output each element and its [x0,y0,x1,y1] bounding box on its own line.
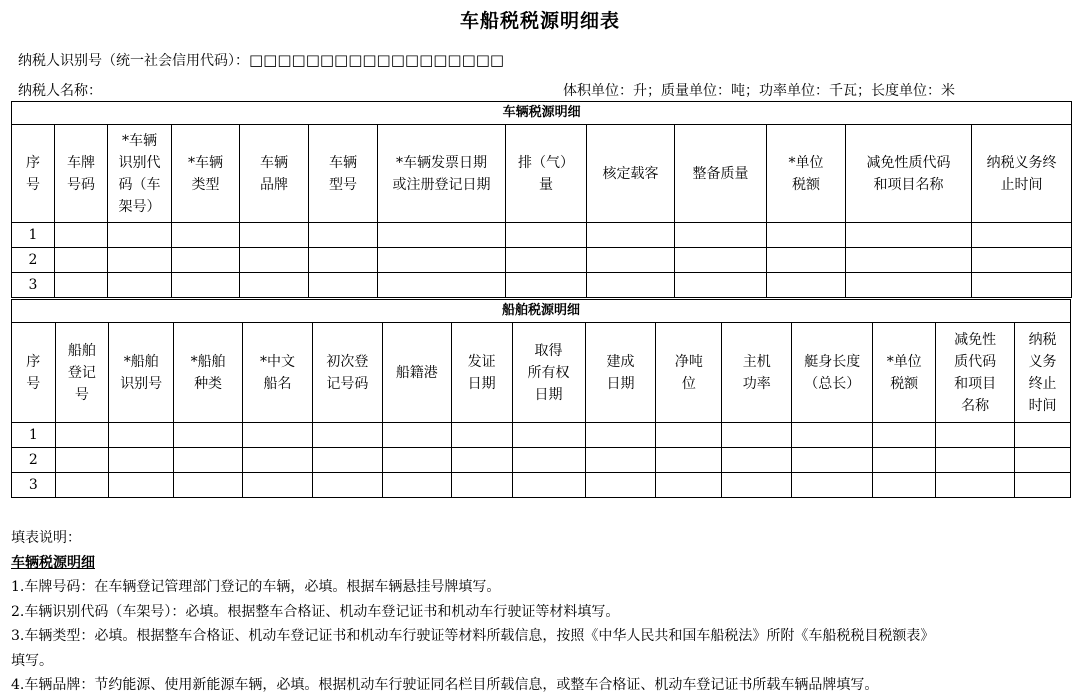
vehicle-data-cell[interactable] [972,273,1072,298]
vessel-header-label: *中文 船名 [259,353,295,392]
vessel-data-cell[interactable] [1015,423,1071,448]
instruction-item: 3.车辆类型：必填。根据整车合格证、机动车登记证书和机动车行驶证等材料所载信息，按照《中华人民共和国车船税法》所附《车船税税目税额表》 [11,628,935,644]
vessel-data-cell[interactable] [1015,473,1071,498]
vessel-data-cell[interactable] [382,423,451,448]
instructions-subheading: 车辆税源明细 [11,554,95,571]
vehicle-header-cell [55,125,108,223]
vessel-header-label: *船舶 识别号 [120,353,163,392]
vehicle-data-cell[interactable] [767,223,846,248]
vehicle-data-cell[interactable] [378,273,506,298]
vessel-data-cell[interactable] [722,473,792,498]
vehicle-header-label: *车辆发票日期 或注册登记日期 [392,154,491,193]
vessel-data-cell[interactable] [936,448,1015,473]
vehicle-header-cell [240,125,309,223]
vessel-header-cell [792,323,873,423]
vessel-data-cell[interactable] [873,448,936,473]
vehicle-header-cell [972,125,1072,223]
vehicle-header-label: *车辆 识别代 码（车 架号） [118,132,161,215]
vehicle-data-cell[interactable] [972,248,1072,273]
vessel-data-cell[interactable] [873,423,936,448]
vessel-header-label: 初次登 记号码 [326,353,369,392]
taxpayer-name-label: 纳税人名称： [18,83,102,99]
vessel-data-cell[interactable] [1015,448,1071,473]
vessel-header-label: 序 号 [26,353,41,392]
instruction-item: 4.车辆品牌：节约能源、使用新能源车辆，必填。根据机动车行驶证同名栏目所载信息，或整车合格证、机动车登记证书所载车辆品牌填写。 [11,677,879,693]
vessel-data-cell[interactable] [512,448,585,473]
vehicle-table-row [12,223,1072,248]
vessel-data-cell[interactable] [722,423,792,448]
vehicle-data-cell[interactable] [846,223,972,248]
vehicle-data-cell[interactable] [767,273,846,298]
vessel-row-number: 3 [12,473,56,498]
vehicle-table-row [12,273,1072,298]
vehicle-data-cell[interactable] [55,273,108,298]
vehicle-data-cell[interactable] [675,273,767,298]
vehicle-data-cell[interactable] [378,248,506,273]
vessel-header-cell [12,323,56,423]
vehicle-data-cell[interactable] [378,223,506,248]
instruction-item: 1.车牌号码：在车辆登记管理部门登记的车辆，必填。根据车辆悬挂号牌填写。 [11,579,501,595]
vessel-data-cell[interactable] [312,423,382,448]
vessel-data-cell[interactable] [243,448,313,473]
vessel-header-cell [873,323,936,423]
vessel-data-cell[interactable] [656,473,722,498]
vessel-row-number: 1 [12,423,56,448]
vehicle-header-cell [846,125,972,223]
vehicle-header-label: 序 号 [26,154,40,193]
vehicle-data-cell[interactable] [240,273,309,298]
taxpayer-id-label: 纳税人识别号（统一社会信用代码）： [18,53,249,69]
vessel-data-cell[interactable] [174,473,243,498]
vessel-data-cell[interactable] [243,473,313,498]
vessel-header-cell [656,323,722,423]
vessel-tax-table [11,299,1071,498]
vessel-data-cell[interactable] [312,473,382,498]
vessel-section-title: 船舶税源明细 [12,300,1071,323]
vessel-header-cell [109,323,174,423]
page-title: 车船税税源明细表 [459,10,620,32]
vehicle-row-number: 3 [12,273,55,298]
instruction-item: 填写。 [11,652,53,669]
vehicle-data-cell[interactable] [172,223,240,248]
vehicle-data-cell[interactable] [587,248,675,273]
vehicle-data-cell[interactable] [309,223,378,248]
vehicle-data-cell[interactable] [108,223,172,248]
vehicle-header-cell [378,125,506,223]
vehicle-data-cell[interactable] [172,248,240,273]
vessel-header-label: 船籍港 [395,364,438,381]
vessel-data-cell[interactable] [55,448,109,473]
vehicle-header-cell [12,125,55,223]
vessel-data-cell[interactable] [792,473,873,498]
vessel-header-label: 减免性 质代码 和项目 名称 [954,331,997,414]
vehicle-data-cell[interactable] [172,273,240,298]
instructions-heading: 填表说明： [11,530,81,546]
vessel-header-cell [382,323,451,423]
vessel-data-cell[interactable] [873,473,936,498]
vessel-header-label: 纳税 义务 终止 时间 [1028,331,1057,414]
vehicle-section-title: 车辆税源明细 [12,102,1072,125]
vehicle-data-cell[interactable] [506,273,587,298]
vehicle-header-label: 整备质量 [692,165,749,182]
vessel-data-cell[interactable] [722,448,792,473]
vessel-header-cell [55,323,109,423]
vessel-data-cell[interactable] [109,423,174,448]
vessel-header-label: *单位 税额 [886,353,922,392]
vehicle-header-label: 纳税义务终 止时间 [986,154,1057,193]
vessel-data-cell[interactable] [585,473,656,498]
vehicle-data-cell[interactable] [240,223,309,248]
vessel-header-label: *船舶 种类 [190,353,226,392]
vehicle-table-row [12,248,1072,273]
vehicle-header-cell [108,125,172,223]
vessel-header-label: 取得 所有权 日期 [527,342,570,403]
vessel-data-cell[interactable] [55,423,109,448]
vehicle-header-cell [506,125,587,223]
vessel-table-row [12,423,1071,448]
vessel-header-label: 艇身长度 （总长） [804,353,861,392]
vessel-data-cell[interactable] [936,423,1015,448]
vehicle-header-label: *单位 税额 [788,154,824,193]
vehicle-data-cell[interactable] [240,248,309,273]
vehicle-data-cell[interactable] [675,223,767,248]
vehicle-header-cell [172,125,240,223]
vessel-header-label: 净吨 位 [674,353,703,392]
vehicle-data-cell[interactable] [55,223,108,248]
vessel-data-cell[interactable] [792,448,873,473]
vessel-data-cell[interactable] [585,423,656,448]
vehicle-tax-table [11,101,1072,298]
vehicle-data-cell[interactable] [846,248,972,273]
instruction-item: 2.车辆识别代码（车架号）：必填。根据整车合格证、机动车登记证书和机动车行驶证等材料填写。 [11,603,620,620]
vehicle-header-label: 排（气） 量 [518,154,574,193]
vehicle-data-cell[interactable] [108,248,172,273]
vessel-header-cell [512,323,585,423]
vehicle-data-cell[interactable] [846,273,972,298]
vessel-header-label: 发证 日期 [467,353,496,392]
taxpayer-id-line [18,50,504,70]
vessel-header-cell [1015,323,1071,423]
vessel-header-label: 建成 日期 [606,353,635,392]
vessel-header-cell [585,323,656,423]
vehicle-data-cell[interactable] [108,273,172,298]
vessel-header-cell [312,323,382,423]
vessel-data-cell[interactable] [243,423,313,448]
vessel-data-cell[interactable] [451,448,512,473]
vessel-header-cell [722,323,792,423]
vehicle-header-label: 车牌 号码 [67,154,95,193]
vehicle-data-cell[interactable] [506,223,587,248]
vessel-data-cell[interactable] [109,473,174,498]
vessel-data-cell[interactable] [451,473,512,498]
vessel-data-cell[interactable] [792,423,873,448]
vehicle-data-cell[interactable] [767,248,846,273]
vessel-header-cell [936,323,1015,423]
vehicle-data-cell[interactable] [55,248,108,273]
vehicle-header-cell [767,125,846,223]
vehicle-header-label: 核定载客 [602,165,659,182]
vessel-data-cell[interactable] [174,448,243,473]
vehicle-row-number: 2 [12,248,55,273]
vehicle-header-cell [309,125,378,223]
vessel-header-label: 主机 功率 [742,353,771,392]
vessel-data-cell[interactable] [512,473,585,498]
vessel-data-cell[interactable] [55,473,109,498]
vehicle-header-cell [587,125,675,223]
vessel-data-cell[interactable] [585,448,656,473]
vessel-header-label: 船舶 登记 号 [67,342,96,403]
vehicle-header-label: *车辆 类型 [188,154,223,193]
vessel-data-cell[interactable] [382,448,451,473]
vessel-table-row [12,473,1071,498]
vehicle-data-cell[interactable] [675,248,767,273]
vessel-data-cell[interactable] [512,423,585,448]
vessel-data-cell[interactable] [936,473,1015,498]
vehicle-data-cell[interactable] [587,273,675,298]
vessel-table-row [12,448,1071,473]
vessel-header-cell [243,323,313,423]
vehicle-header-label: 车辆 品牌 [260,154,288,193]
vehicle-header-label: 车辆 型号 [329,154,357,193]
vessel-data-cell[interactable] [174,423,243,448]
vessel-data-cell[interactable] [382,473,451,498]
vehicle-header-label: 减免性质代码 和项目名称 [866,154,951,193]
vessel-data-cell[interactable] [656,423,722,448]
vessel-data-cell[interactable] [109,448,174,473]
vehicle-row-number: 1 [12,223,55,248]
vehicle-data-cell[interactable] [309,273,378,298]
vehicle-data-cell[interactable] [309,248,378,273]
vessel-header-cell [174,323,243,423]
vessel-data-cell[interactable] [451,423,512,448]
vessel-row-number: 2 [12,448,56,473]
instructions [11,526,934,698]
vessel-header-cell [451,323,512,423]
vehicle-data-cell[interactable] [972,223,1072,248]
vessel-data-cell[interactable] [656,448,722,473]
taxpayer-id-input-boxes[interactable]: □□□□□□□□□□□□□□□□□□ [249,51,505,69]
vehicle-data-cell[interactable] [587,223,675,248]
units-note: 体积单位：升；质量单位：吨；功率单位：千瓦；长度单位：米 [563,83,955,99]
vessel-data-cell[interactable] [312,448,382,473]
vehicle-data-cell[interactable] [506,248,587,273]
vehicle-header-cell [675,125,767,223]
